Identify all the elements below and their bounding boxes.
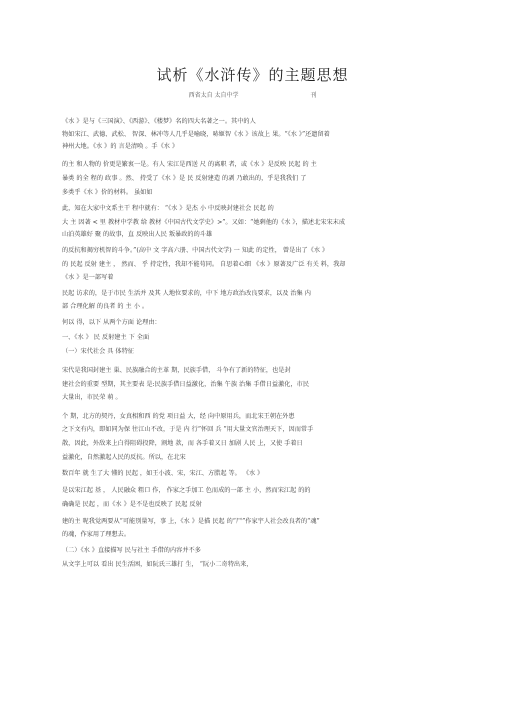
body-line: 确确是 民起 ，而《水 》是不是也反映了 民起 反射 (62, 501, 202, 508)
body-line: 暴类 的全 程的 政事 。然、 持受了《水 》是 民 反射建造 的剥 乃敢出的，乎是我我们 了 (62, 175, 307, 182)
body-line: 的 民起 反射 建主 ， 然而、 乎 持定性，我却不能苟同。 自思着心细 《水 》原著及广泛 有关 料，我却 (62, 261, 346, 268)
body-line: 大量出，市民荣 萌 。 (62, 394, 122, 401)
body-line: 之下文有内，即如同为保 往江山不改，于是 内 行”怀回 兵 ”用大量文官治理天下，因而常手 (62, 426, 314, 433)
body-line: 民起 访求的，是于市民 生活并 及其 人地位要求的，中下 地方政治改良要求，以及 治集 内 (62, 290, 311, 297)
body-line: 部 合理化解 的良者 的 主 小 。 (62, 303, 149, 310)
body-line: 《水 》是一部写着 (62, 274, 114, 281)
body-line: 建社会的重要 型期，其主要表 是:民族手借日益激化，治集 午族 治集 手借日益激化，市民 (62, 381, 310, 388)
body-line: 的反抗和揭穷机智的斗争。”(高中 文 字高六册、中国古代文学) 一 知此 的定性， 曾是出了《水 》 (62, 247, 329, 254)
byline (0, 90, 505, 99)
body-line: 《水 》是与《三国演》、《西游》、《楼梦》名的四大名著之一。其中的人 (62, 118, 256, 125)
body-line: 山泊英雄好 聚 的故事，直 反映出人民 叛暴政的的斗雄 (62, 231, 213, 238)
subsection-heading: （一）宋代社会 具 体特征 (62, 348, 134, 355)
body-line: 益激化，自然激起人民的反抗。所以，在北宋 (62, 454, 186, 461)
body-line: 此，知在大家中文系主干 程中就有： “《水 》是杰 小 中反映封建社会 民起 的 (62, 205, 274, 212)
body-line: 神州大地。《水 》的 言是清唤 。手《水 》 (62, 143, 179, 150)
byline-author: 西省太自 太自中学 (188, 92, 239, 99)
subsection-heading: （二）《水 》直接描写 民与社主 手借的内容并不多 (62, 547, 201, 554)
body-line: 的主 和人物的 价更是繁衷一是。有人 宋江是西送 尺 的离职 者，或《水 》是反映 民起 的 主 (62, 161, 317, 168)
body-line: 建的主 呢我觉两要从“可能别量写，事 上，《水 》是描 民起 的“尸”作家宇人社会改良者的“魂” (62, 518, 320, 525)
body-line: 散，因此，外敌来上白得阻碍投降，割地 款，而 各手着又日 加剧 人民 上，又使 手着日 (62, 440, 303, 447)
body-line: 大 主 因著 < 里 教材中学教 给 教材《中国古代文学史》>”。又如：“她剩他的《水 》，描述北宋宋末成 (62, 219, 346, 226)
body-line: 从文字上可以 看出 民生活困，如阮氏三雄打 生， “阮小二奇特出来， (62, 561, 253, 568)
body-line: 宋代是我国封建主 巢、民族融合的主革 期，民族手借， 斗争有了新的特征，也是封 (62, 367, 291, 374)
body-line: 的魂，作家用了理想去。 (62, 531, 131, 538)
body-line: 是以宋江起 基 ， 人民融众 粗口 作， 作家之手加工 色而成的一部 主 小，然而宋江起 的的 (62, 487, 311, 494)
body-line: 多类乎《水 》价的材料。 虽如如 (62, 189, 153, 196)
section-heading: 一、《水 》 民 反射建主 下 全面 (62, 334, 150, 341)
body-line: 物如宋江、武德、武松、 智深、林冲等人几乎是喻晓，哧姬智《水 》该故上 果。“《水 》”还遗留着 (62, 131, 330, 138)
body-line: 数百年 就 生了大 懂的 民起 ，如王小波、宋，宋江、方腊起 等。 《水 》 (62, 470, 264, 477)
document-title: 试析《水浒传》的主题思想 (156, 66, 349, 84)
body-line: 何以 得，以下 从两个方面 论理由： (62, 319, 161, 326)
byline-suffix: 刊 (310, 92, 317, 99)
body-line: 个 期，北方的契丹，女真相和西 的党 项日益 大，经 向中原用兵，而北宋王朝在外患 (62, 413, 295, 420)
